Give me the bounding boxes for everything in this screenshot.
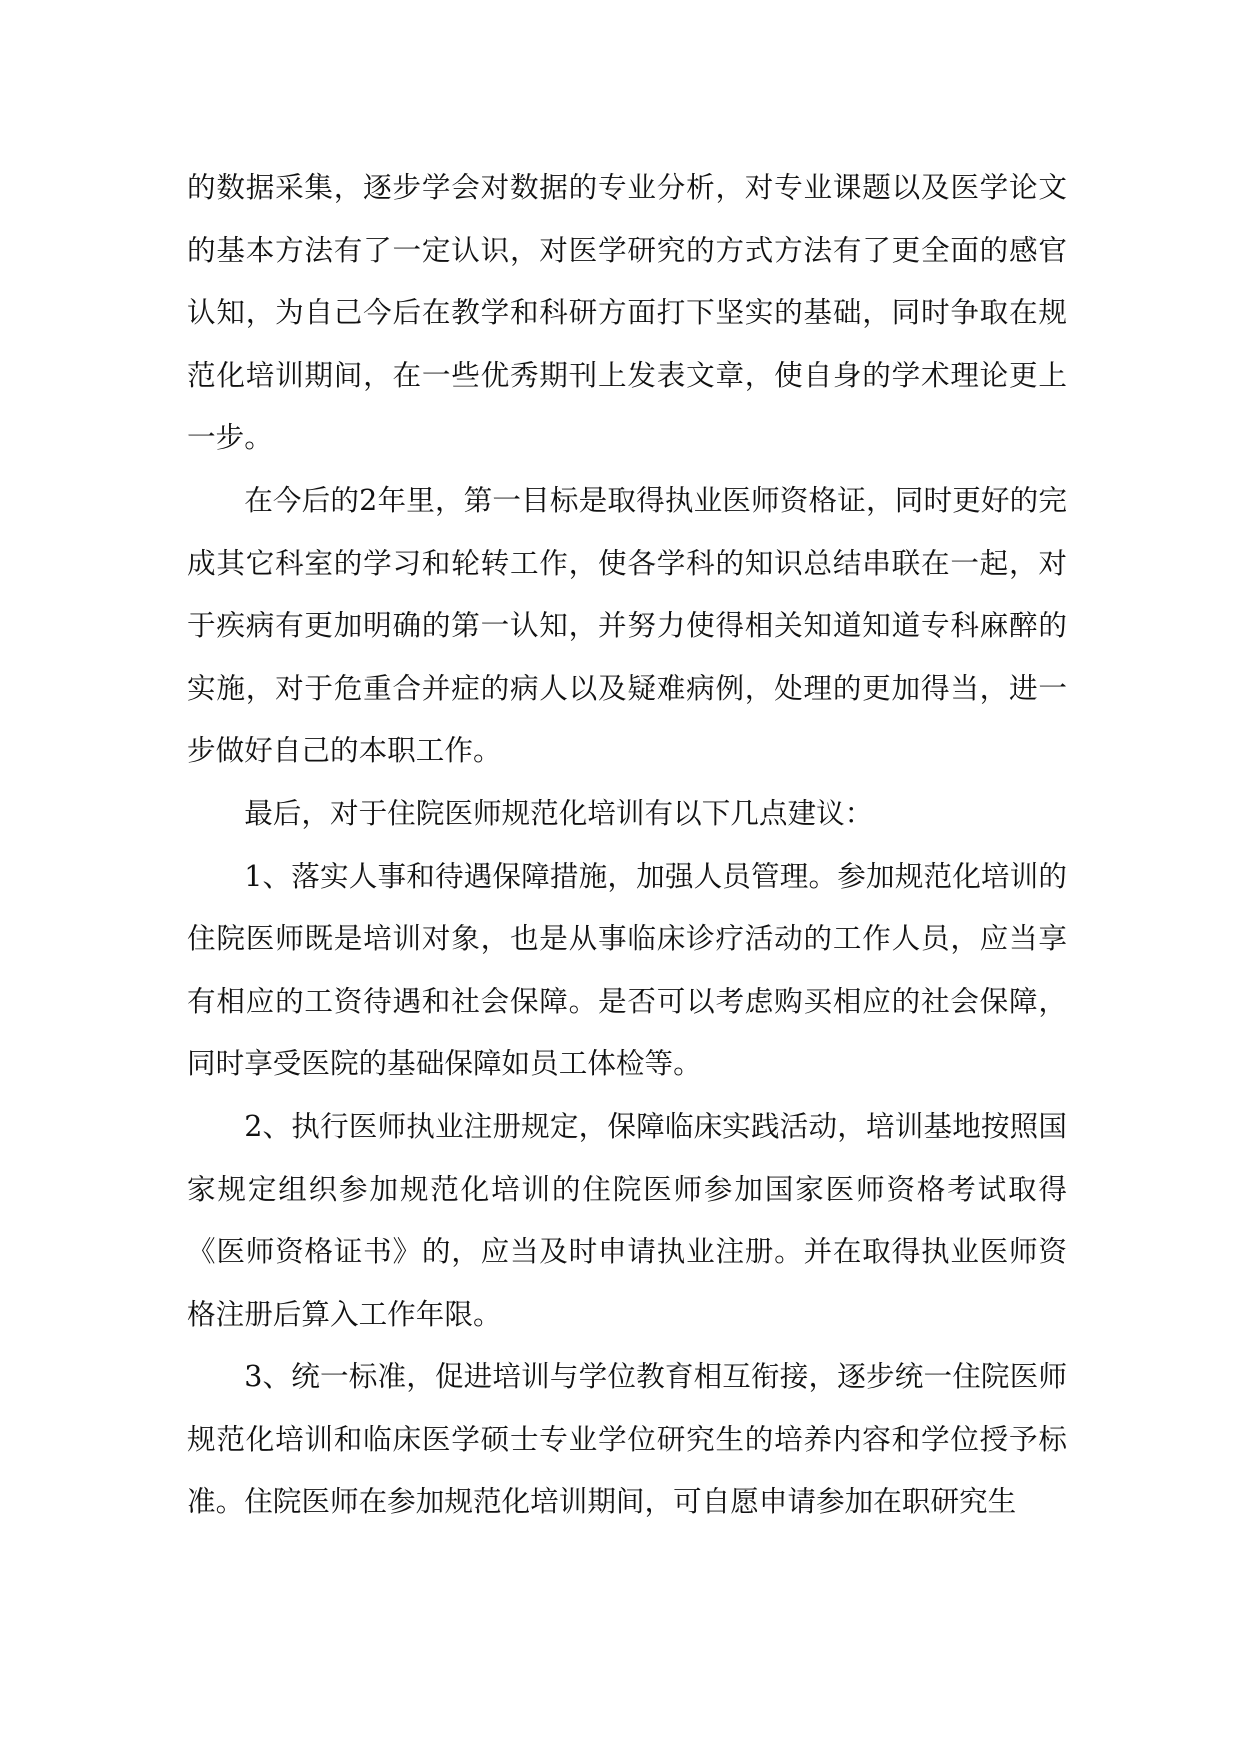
- document-body: [187, 156, 1067, 1533]
- paragraph-1: 的数据采集，逐步学会对数据的专业分析，对专业课题以及医学论文的基本方法有了一定认识，对医学研究的方式方法有了更全面的感官认知，为自己今后在教学和科研方面打下坚实的基础，同时争取在规范化培训期间，在一些优秀期刊上发表文章，使自身的学术理论更上一步。: [187, 170, 1067, 455]
- paragraph-4: 1、落实人事和待遇保障措施，加强人员管理。参加规范化培训的住院医师既是培训对象，也是从事临床诊疗活动的工作人员，应当享有相应的工资待遇和社会保障。是否可以考虑购买相应的社会保障，同时享受医院的基础保障如员工体检等。: [187, 858, 1067, 1081]
- paragraph-5: 2、执行医师执业注册规定，保障临床实践活动，培训基地按照国家规定组织参加规范化培训的住院医师参加国家医师资格考试取得《医师资格证书》的，应当及时申请执业注册。并在取得执业医师资格注册后算入工作年限。: [187, 1108, 1067, 1331]
- paragraph-3: 最后，对于住院医师规范化培训有以下几点建议：: [244, 795, 874, 830]
- paragraph-2: 在今后的2年里，第一目标是取得执业医师资格证，同时更好的完成其它科室的学习和轮转工作，使各学科的知识总结串联在一起，对于疾病有更加明确的第一认知，并努力使得相关知道知道专科麻醉的实施，对于危重合并症的病人以及疑难病例，处理的更加得当，进一步做好自己的本职工作。: [187, 482, 1067, 768]
- paragraph-6: 3、统一标准，促进培训与学位教育相互衔接，逐步统一住院医师规范化培训和临床医学硕士专业学位研究生的培养内容和学位授予标准。住院医师在参加规范化培训期间，可自愿申请参加在职研究生: [187, 1359, 1067, 1519]
